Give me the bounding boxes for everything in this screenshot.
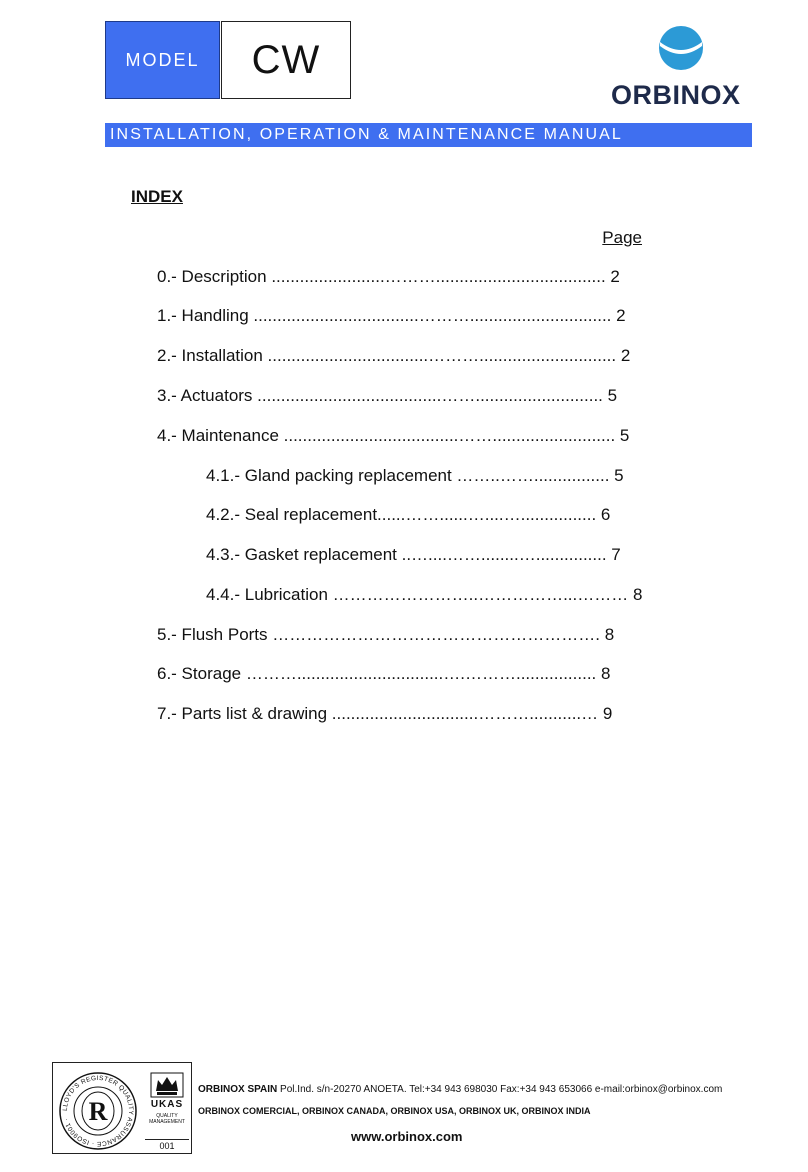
brand-logo [608,24,758,108]
manual-title-banner [105,123,752,147]
footer-company: ORBINOX SPAIN [198,1084,278,1095]
toc-item-flush-ports[interactable]: 5.- Flush Ports …………………………………………………. 8 [157,625,615,644]
toc-item-seal-replacement[interactable]: 4.2.- Seal replacement......……......…....…................ 6 [206,505,611,524]
model-value-box [221,21,351,99]
model-label: MODEL [125,49,200,70]
toc-item-gland-packing[interactable]: 4.1.- Gland packing replacement ……..……................ 5 [206,466,624,485]
index-title: INDEX [131,187,183,206]
toc-item-lubrication[interactable]: 4.4.- Lubrication ……………………..……………...……… 8 [206,585,643,604]
seal-text: LLOYD'S REGISTER QUALITY ASSURANCE · ISO9001 · [61,1074,135,1148]
ukas-mark [145,1069,189,1151]
toc-item-installation[interactable]: 2.- Installation ..................................………............................. 2 [157,346,631,365]
toc-item-parts-list[interactable]: 7.- Parts list & drawing ...............................………...........… 9 [157,704,613,723]
toc-item-gasket-replacement[interactable]: 4.3.- Gasket replacement ..…....……........…............... 7 [206,545,621,564]
footer-website-link[interactable]: www.orbinox.com [351,1129,463,1144]
orbinox-logo-icon [657,24,705,72]
footer-address: Pol.Ind. s/n-20270 ANOETA. Tel:+34 943 698030 Fax:+34 943 653066 e-mail:orbinox@orbinox.com [277,1084,723,1095]
lloyds-register-seal-icon [58,1071,138,1151]
crown-icon [149,1069,185,1099]
footer-offices: ORBINOX COMERCIAL, ORBINOX CANADA, ORBINOX USA, ORBINOX UK, ORBINOX INDIA [198,1106,591,1116]
page-column-label: Page [602,228,642,247]
brand-name: ORBINOX [611,80,741,110]
toc-item-storage[interactable]: 6.- Storage ………...............................….………................. 8 [157,664,611,683]
certification-box [52,1062,192,1154]
manual-title: INSTALLATION, OPERATION & MAINTENANCE MANUAL [110,126,623,143]
ukas-subtitle: QUALITY MANAGEMENT [149,1113,185,1125]
model-value: CW [251,37,321,82]
toc-item-actuators[interactable]: 3.- Actuators .......................................……........................... 5 [157,386,618,405]
model-label-box [105,21,220,99]
toc-item-maintenance[interactable]: 4.- Maintenance .....................................…….......................... 5 [157,426,630,445]
footer-address-line [198,1084,722,1095]
ukas-number: 001 [145,1139,189,1151]
svg-text:R: R [88,1097,108,1126]
ukas-label: UKAS [150,1099,184,1110]
toc-item-description[interactable]: 0.- Description ........................……….................................... 2 [157,267,620,286]
toc-item-handling[interactable]: 1.- Handling ...................................……….............................. 2 [157,306,626,325]
